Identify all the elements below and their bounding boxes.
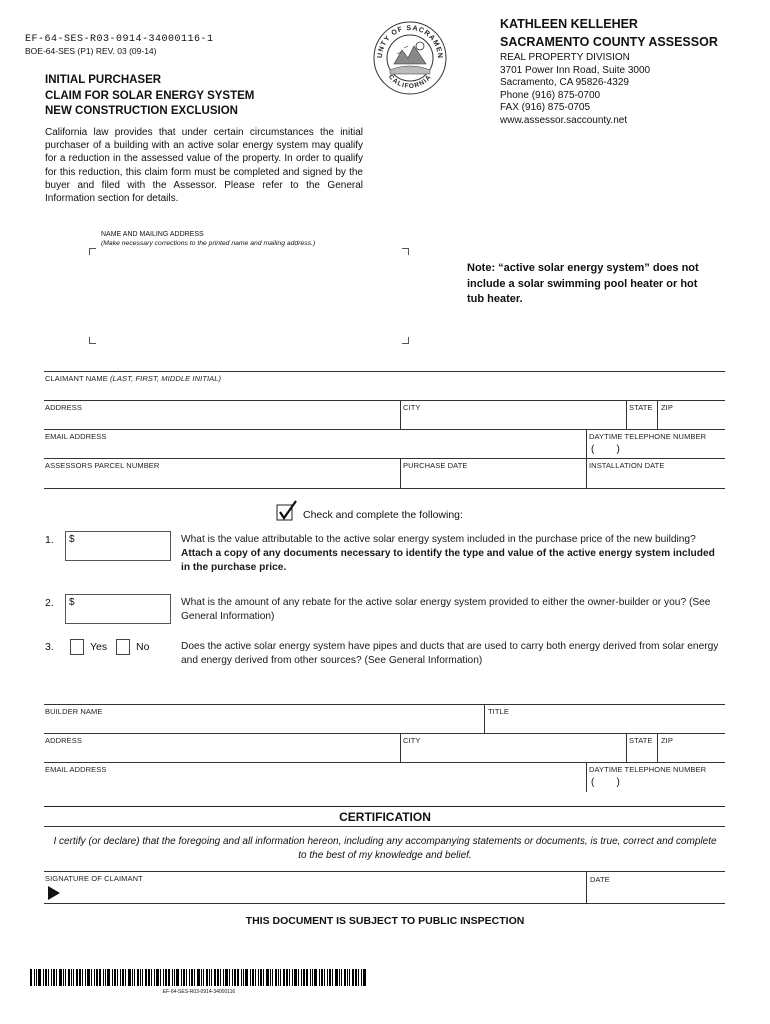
svg-text:CALIFORNIA — [387, 74, 433, 91]
builder-email-label: EMAIL ADDRESS — [45, 765, 107, 774]
claimant-zip-input[interactable] — [658, 412, 725, 428]
form-title — [45, 73, 254, 120]
assessor-contact — [500, 52, 650, 127]
builder-title-input[interactable] — [485, 716, 725, 732]
builder-city-input[interactable] — [401, 745, 625, 761]
builder-address-input[interactable] — [44, 745, 400, 761]
claimant-phone-input[interactable] — [640, 441, 725, 457]
form-code: EF-64-SES-R03-0914-34000116-1 — [25, 34, 214, 45]
builder-state-input[interactable] — [627, 745, 656, 761]
builder-address-label: ADDRESS — [45, 736, 82, 745]
barcode-text: EF-64-SES-R03-0914-34000116 — [162, 989, 236, 995]
builder-phone-input[interactable] — [640, 774, 725, 791]
checkmark-icon — [276, 500, 298, 522]
purchase-date-input[interactable] — [401, 470, 586, 487]
signature-label: SIGNATURE OF CLAIMANT — [45, 874, 143, 883]
claimant-name-input[interactable] — [44, 383, 725, 400]
check-instruction: Check and complete the following: — [303, 509, 463, 521]
claimant-state-input[interactable] — [627, 412, 656, 428]
certification-text: I certify (or declare) that the foregoing and all information hereon, including any accompanying statements or documents, is true, correct and complete to the best of my knowledge and belief. — [53, 836, 717, 861]
assessor-name: KATHLEEN KELLEHER — [500, 17, 638, 31]
question-3-yes-label: Yes — [90, 641, 108, 653]
seal-bottom-text: CALIFORNIA — [386, 73, 434, 91]
builder-name-label: BUILDER NAME — [45, 707, 103, 716]
mailing-label: NAME AND MAILING ADDRESS — [101, 231, 204, 238]
title-line-1: INITIAL PURCHASER — [45, 74, 162, 86]
address-line-2: Sacramento, CA 95826-4329 — [500, 77, 629, 88]
claimant-address-input[interactable] — [44, 412, 400, 428]
builder-title-label: TITLE — [488, 707, 509, 716]
question-1-prompt: What is the value attributable to the active solar energy system included in the purchase price of the new building? — [181, 534, 696, 545]
installation-date-input[interactable] — [587, 470, 725, 487]
question-3-number: 3. — [45, 641, 54, 653]
builder-name-input[interactable] — [44, 716, 484, 732]
builder-email-input[interactable] — [44, 774, 586, 791]
note-text: Note: “active solar energy system” does not include a solar swimming pool heater or hot tub heater. — [467, 262, 699, 305]
builder-zip-input[interactable] — [658, 745, 725, 761]
website[interactable]: www.assessor.saccounty.net — [500, 114, 628, 126]
certification-heading: CERTIFICATION — [339, 810, 431, 824]
title-line-2: CLAIM FOR SOLAR ENERGY SYSTEM — [45, 89, 255, 102]
builder-state-label: STATE — [629, 736, 653, 745]
builder-zip-label: ZIP — [661, 736, 673, 745]
question-3-no-checkbox[interactable] — [116, 639, 130, 655]
county-seal-icon — [372, 20, 448, 96]
question-2-text: What is the amount of any rebate for the active solar energy system provided to either the owner-builder or you? (See General Information) — [181, 597, 711, 622]
apn-label: ASSESSORS PARCEL NUMBER — [45, 461, 160, 470]
date-label: DATE — [590, 875, 610, 884]
claimant-phone-parens: ( ) — [591, 444, 620, 455]
phone: Phone (916) 875-0700 — [500, 89, 601, 101]
address-line-1: 3701 Power Inn Road, Suite 3000 — [500, 64, 651, 76]
builder-city-label: CITY — [403, 736, 421, 745]
form-revision: BOE-64-SES (P1) REV. 03 (09-14) — [25, 46, 157, 56]
question-3-no-label: No — [136, 641, 150, 653]
barcode-icon — [30, 969, 368, 986]
date-input[interactable] — [587, 884, 725, 902]
fax: FAX (916) 875-0705 — [500, 102, 591, 113]
claimant-zip-label: ZIP — [661, 403, 673, 412]
division: REAL PROPERTY DIVISION — [500, 52, 630, 63]
installation-date-label: INSTALLATION DATE — [589, 461, 665, 470]
mailing-note: (Make necessary corrections to the printed name and mailing address.) — [101, 240, 316, 247]
question-3-text: Does the active solar energy system have pipes and ducts that are used to carry both energy derived from solar energy and energy derived from other sources? (See General Information) — [181, 641, 719, 666]
mailing-address-field[interactable] — [89, 248, 409, 344]
dollar-sign: $ — [69, 534, 75, 545]
question-1-amount-input[interactable] — [65, 531, 171, 561]
claimant-email-label: EMAIL ADDRESS — [45, 432, 107, 441]
claimant-phone-label: DAYTIME TELEPHONE NUMBER — [589, 432, 707, 441]
question-1-instruction: Attach a copy of any documents necessary to identify the type and value of the active energy system included in the purchase price. — [181, 548, 715, 573]
claimant-city-label: CITY — [403, 403, 421, 412]
signature-arrow-icon — [47, 885, 61, 901]
intro-paragraph: California law provides that under certain circumstances the initial purchaser of a building with an active solar energy system may qualify for a reduction in the assessed value of the property. In order to qualify for this reduction, this claim form must be completed and signed by the buyer and filed with the Assessor. Please refer to the General Information section for details. — [45, 127, 363, 205]
question-2-amount-input[interactable] — [65, 594, 171, 624]
claimant-city-input[interactable] — [401, 412, 625, 428]
purchase-date-label: PURCHASE DATE — [403, 461, 468, 470]
question-2-number: 2. — [45, 597, 54, 609]
seal-top-text: UNTY OF SACRAMEN — [376, 24, 444, 60]
title-line-3: NEW CONSTRUCTION EXCLUSION — [45, 105, 238, 117]
claimant-email-input[interactable] — [44, 441, 586, 457]
claimant-address-label: ADDRESS — [45, 403, 82, 412]
assessor-title: SACRAMENTO COUNTY ASSESSOR — [500, 35, 718, 49]
apn-input[interactable] — [44, 470, 400, 487]
question-1-text — [181, 533, 726, 575]
builder-phone-parens: ( ) — [591, 777, 620, 788]
question-3-yes-checkbox[interactable] — [70, 639, 84, 655]
claimant-name-label: CLAIMANT NAME (LAST, FIRST, MIDDLE INITIAL) — [45, 374, 222, 383]
builder-phone-label: DAYTIME TELEPHONE NUMBER — [589, 765, 707, 774]
question-1-number: 1. — [45, 534, 54, 546]
signature-input[interactable] — [66, 883, 586, 902]
dollar-sign: $ — [69, 597, 75, 608]
public-inspection-notice: THIS DOCUMENT IS SUBJECT TO PUBLIC INSPECTION — [245, 915, 525, 927]
claimant-state-label: STATE — [629, 403, 653, 412]
